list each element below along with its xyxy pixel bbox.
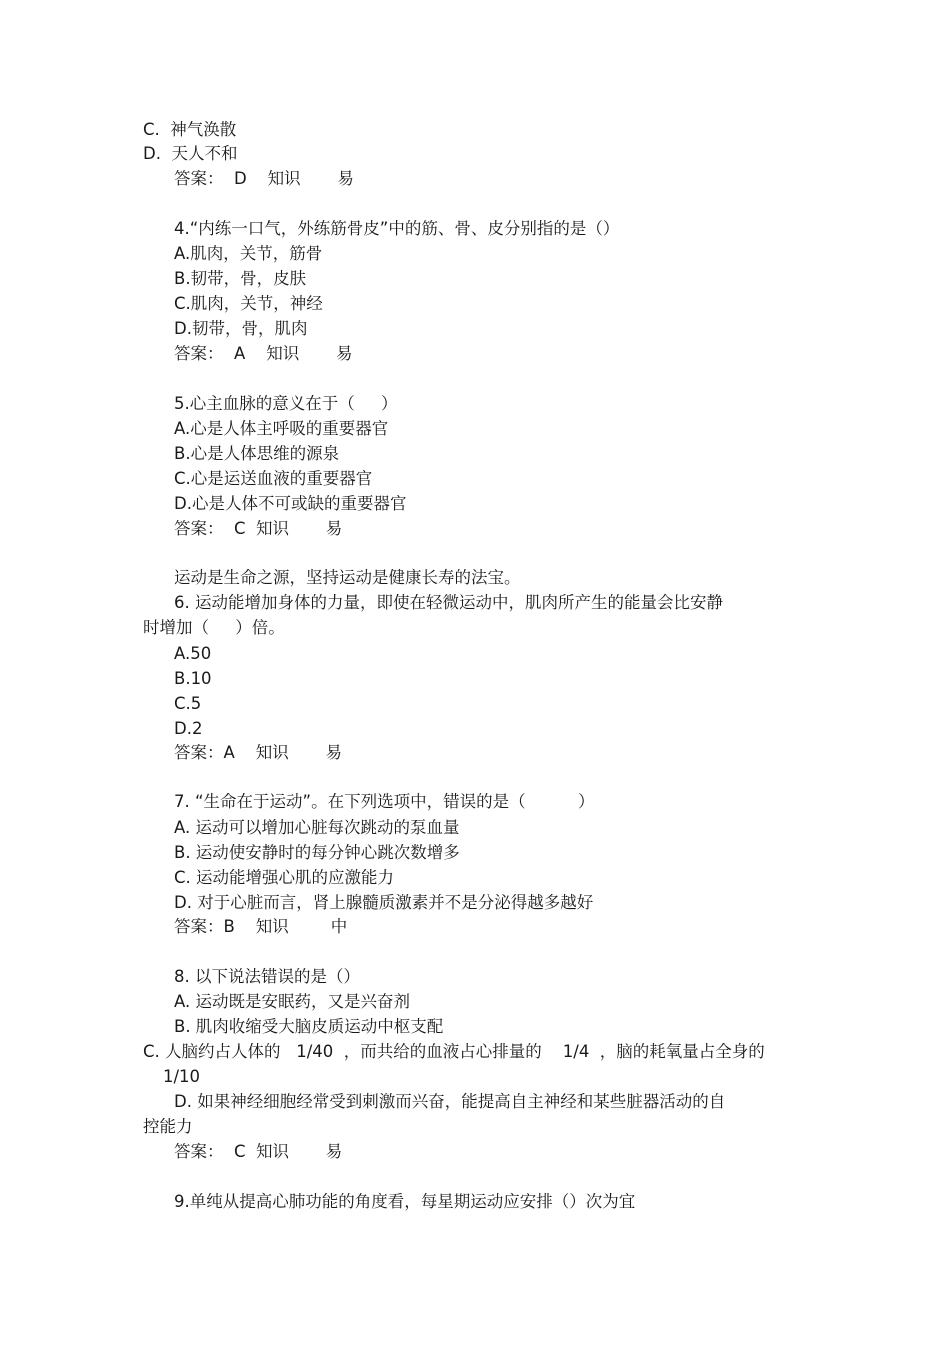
question-4: 4.“内练一口气，外练筋骨皮”中的筋、骨、皮分别指的是（） (174, 219, 620, 238)
option-d-q3: D. 天人不和 (143, 144, 238, 163)
question-6: 6. 运动能增加身体的力量，即使在轻微运动中，肌肉所产生的能量会比安静 (174, 593, 723, 612)
option-d-q8: D. 如果神经细胞经常受到刺激而兴奋，能提高自主神经和某些脏器活动的自 (174, 1092, 726, 1111)
section-heading: 运动是生命之源，坚持运动是健康长寿的法宝。 (174, 568, 521, 587)
option-b-q4: B.韧带，骨，皮肤 (174, 269, 307, 288)
answer-q8: 答案： C 知识 易 (174, 1142, 343, 1161)
option-d-q8-cont: 控能力 (143, 1117, 193, 1136)
option-c-q8-cont: 1/10 (163, 1067, 201, 1086)
option-b-q7: B. 运动使安静时的每分钟心跳次数增多 (174, 843, 460, 862)
option-b-q5: B.心是人体思维的源泉 (174, 444, 340, 463)
option-c-q6: C.5 (174, 694, 202, 713)
option-a-q6: A.50 (174, 644, 212, 663)
option-c-q3: C. 神气涣散 (143, 120, 237, 139)
option-d-q5: D.心是人体不可或缺的重要器官 (174, 494, 407, 513)
option-c-q7: C. 运动能增强心肌的应激能力 (174, 868, 395, 887)
option-c-q4: C.肌肉，关节，神经 (174, 294, 323, 313)
option-d-q4: D.韧带，骨，肌肉 (174, 319, 308, 338)
option-a-q7: A. 运动可以增加心脏每次跳动的泵血量 (174, 818, 460, 837)
question-5: 5.心主血脉的意义在于（ ） (174, 394, 398, 413)
option-d-q7: D. 对于心脏而言，肾上腺髓质激素并不是分泌得越多越好 (174, 893, 594, 912)
answer-q3: 答案： D 知识 易 (174, 169, 354, 188)
option-c-q5: C.心是运送血液的重要器官 (174, 469, 373, 488)
option-a-q4: A.肌肉，关节，筋骨 (174, 244, 323, 263)
option-c-q8: C. 人脑约占人体的 1/40 ，而共给的血液占心排量的 1/4 ，脑的耗氧量占全身的 (143, 1042, 765, 1061)
answer-q6: 答案：A 知识 易 (174, 743, 342, 762)
answer-q7: 答案：B 知识 中 (174, 917, 348, 936)
option-d-q6: D.2 (174, 719, 203, 738)
answer-q5: 答案： C 知识 易 (174, 519, 343, 538)
answer-q4: 答案： A 知识 易 (174, 344, 353, 363)
question-8: 8. 以下说法错误的是（） (174, 967, 360, 986)
question-9: 9.单纯从提高心肺功能的角度看，每星期运动应安排（）次为宜 (174, 1192, 636, 1211)
option-a-q8: A. 运动既是安眠药，又是兴奋剂 (174, 992, 410, 1011)
question-7: 7. “生命在于运动”。在下列选项中，错误的是（ ） (174, 792, 595, 811)
option-a-q5: A.心是人体主呼吸的重要器官 (174, 419, 389, 438)
option-b-q8: B. 肌肉收缩受大脑皮质运动中枢支配 (174, 1017, 444, 1036)
question-6-cont: 时增加（ ）倍。 (143, 618, 285, 637)
option-b-q6: B.10 (174, 669, 212, 688)
